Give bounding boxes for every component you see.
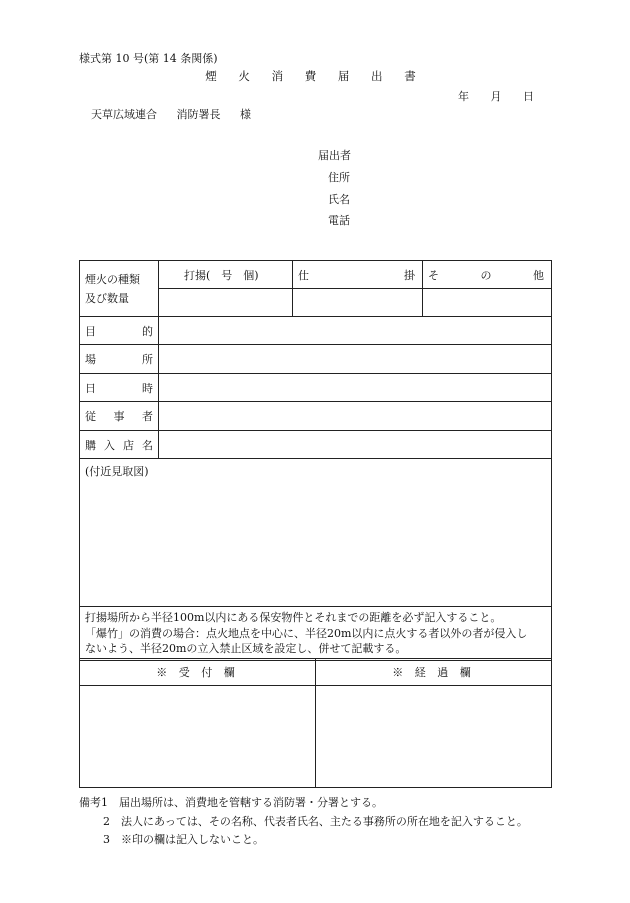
progress-header: ※ 経 過 欄 [316,659,552,686]
applicant-label: 届出者 [318,149,351,162]
receipt-field[interactable] [80,686,316,788]
place-field[interactable] [159,345,552,374]
fireworks-form-table [79,260,552,661]
uchiage-header: 打揚( 号 個) [159,261,293,289]
remarks [79,794,528,850]
purpose-label: 目 的 [80,317,159,345]
worker-label: 従 事 者 [80,402,159,431]
kinds-quantity-label [80,261,159,317]
other-quantity-field[interactable] [423,289,552,317]
vicinity-map-area[interactable] [80,459,552,607]
remark-line3: 3 ※印の欄は記入しないこと。 [103,833,264,846]
kinds-label-line2: 及び数量 [85,291,129,305]
other-header: そ の 他 [423,261,552,289]
kinds-label-line1: 煙火の種類 [85,272,140,286]
datetime-field[interactable] [159,374,552,402]
worker-field[interactable] [159,402,552,431]
store-field[interactable] [159,431,552,459]
shikake-header: 仕 掛 [293,261,423,289]
document-title: 煙 火 消 費 届 出 書 [205,69,425,83]
remark-line2: 2 法人にあっては、その名称、代表者氏名、主たる事務所の所在地を記入すること。 [103,814,528,828]
purpose-field[interactable] [159,317,552,345]
datetime-label: 日 時 [80,374,159,402]
form-number: 様式第 10 号(第 14 条関係) [79,52,218,65]
shikake-quantity-field[interactable] [293,289,423,317]
uchiage-quantity-field[interactable] [159,289,293,317]
safety-notes [80,607,552,661]
reception-table [79,658,552,788]
date-line: 年 月 日 [458,90,534,103]
vicinity-map-label: (付近見取図) [85,465,149,478]
store-label: 購 入 店 名 [80,431,159,459]
safety-note-line1: 打揚場所から半径100m以内にある保安物件とそれまでの距離を必ず記入すること。 [85,611,502,625]
applicant-address-label: 住所 [328,171,350,184]
safety-note-line3: ないよう、半径20mの立入禁止区域を設定し、併せて記載する。 [85,642,407,656]
receipt-header: ※ 受 付 欄 [80,659,316,686]
progress-field[interactable] [316,686,552,788]
applicant-phone-label: 電話 [328,214,350,227]
place-label: 場 所 [80,345,159,374]
remark-line1: 備考1 届出場所は、消費地を管轄する消防署・分署とする。 [79,796,383,809]
addressee: 天草広域連合 消防署長 様 [91,108,251,121]
safety-note-line2: 「爆竹」の消費の場合：点火地点を中心に、半径20m以内に点火する者以外の者が侵入し [85,626,528,640]
applicant-name-label: 氏名 [328,193,350,206]
